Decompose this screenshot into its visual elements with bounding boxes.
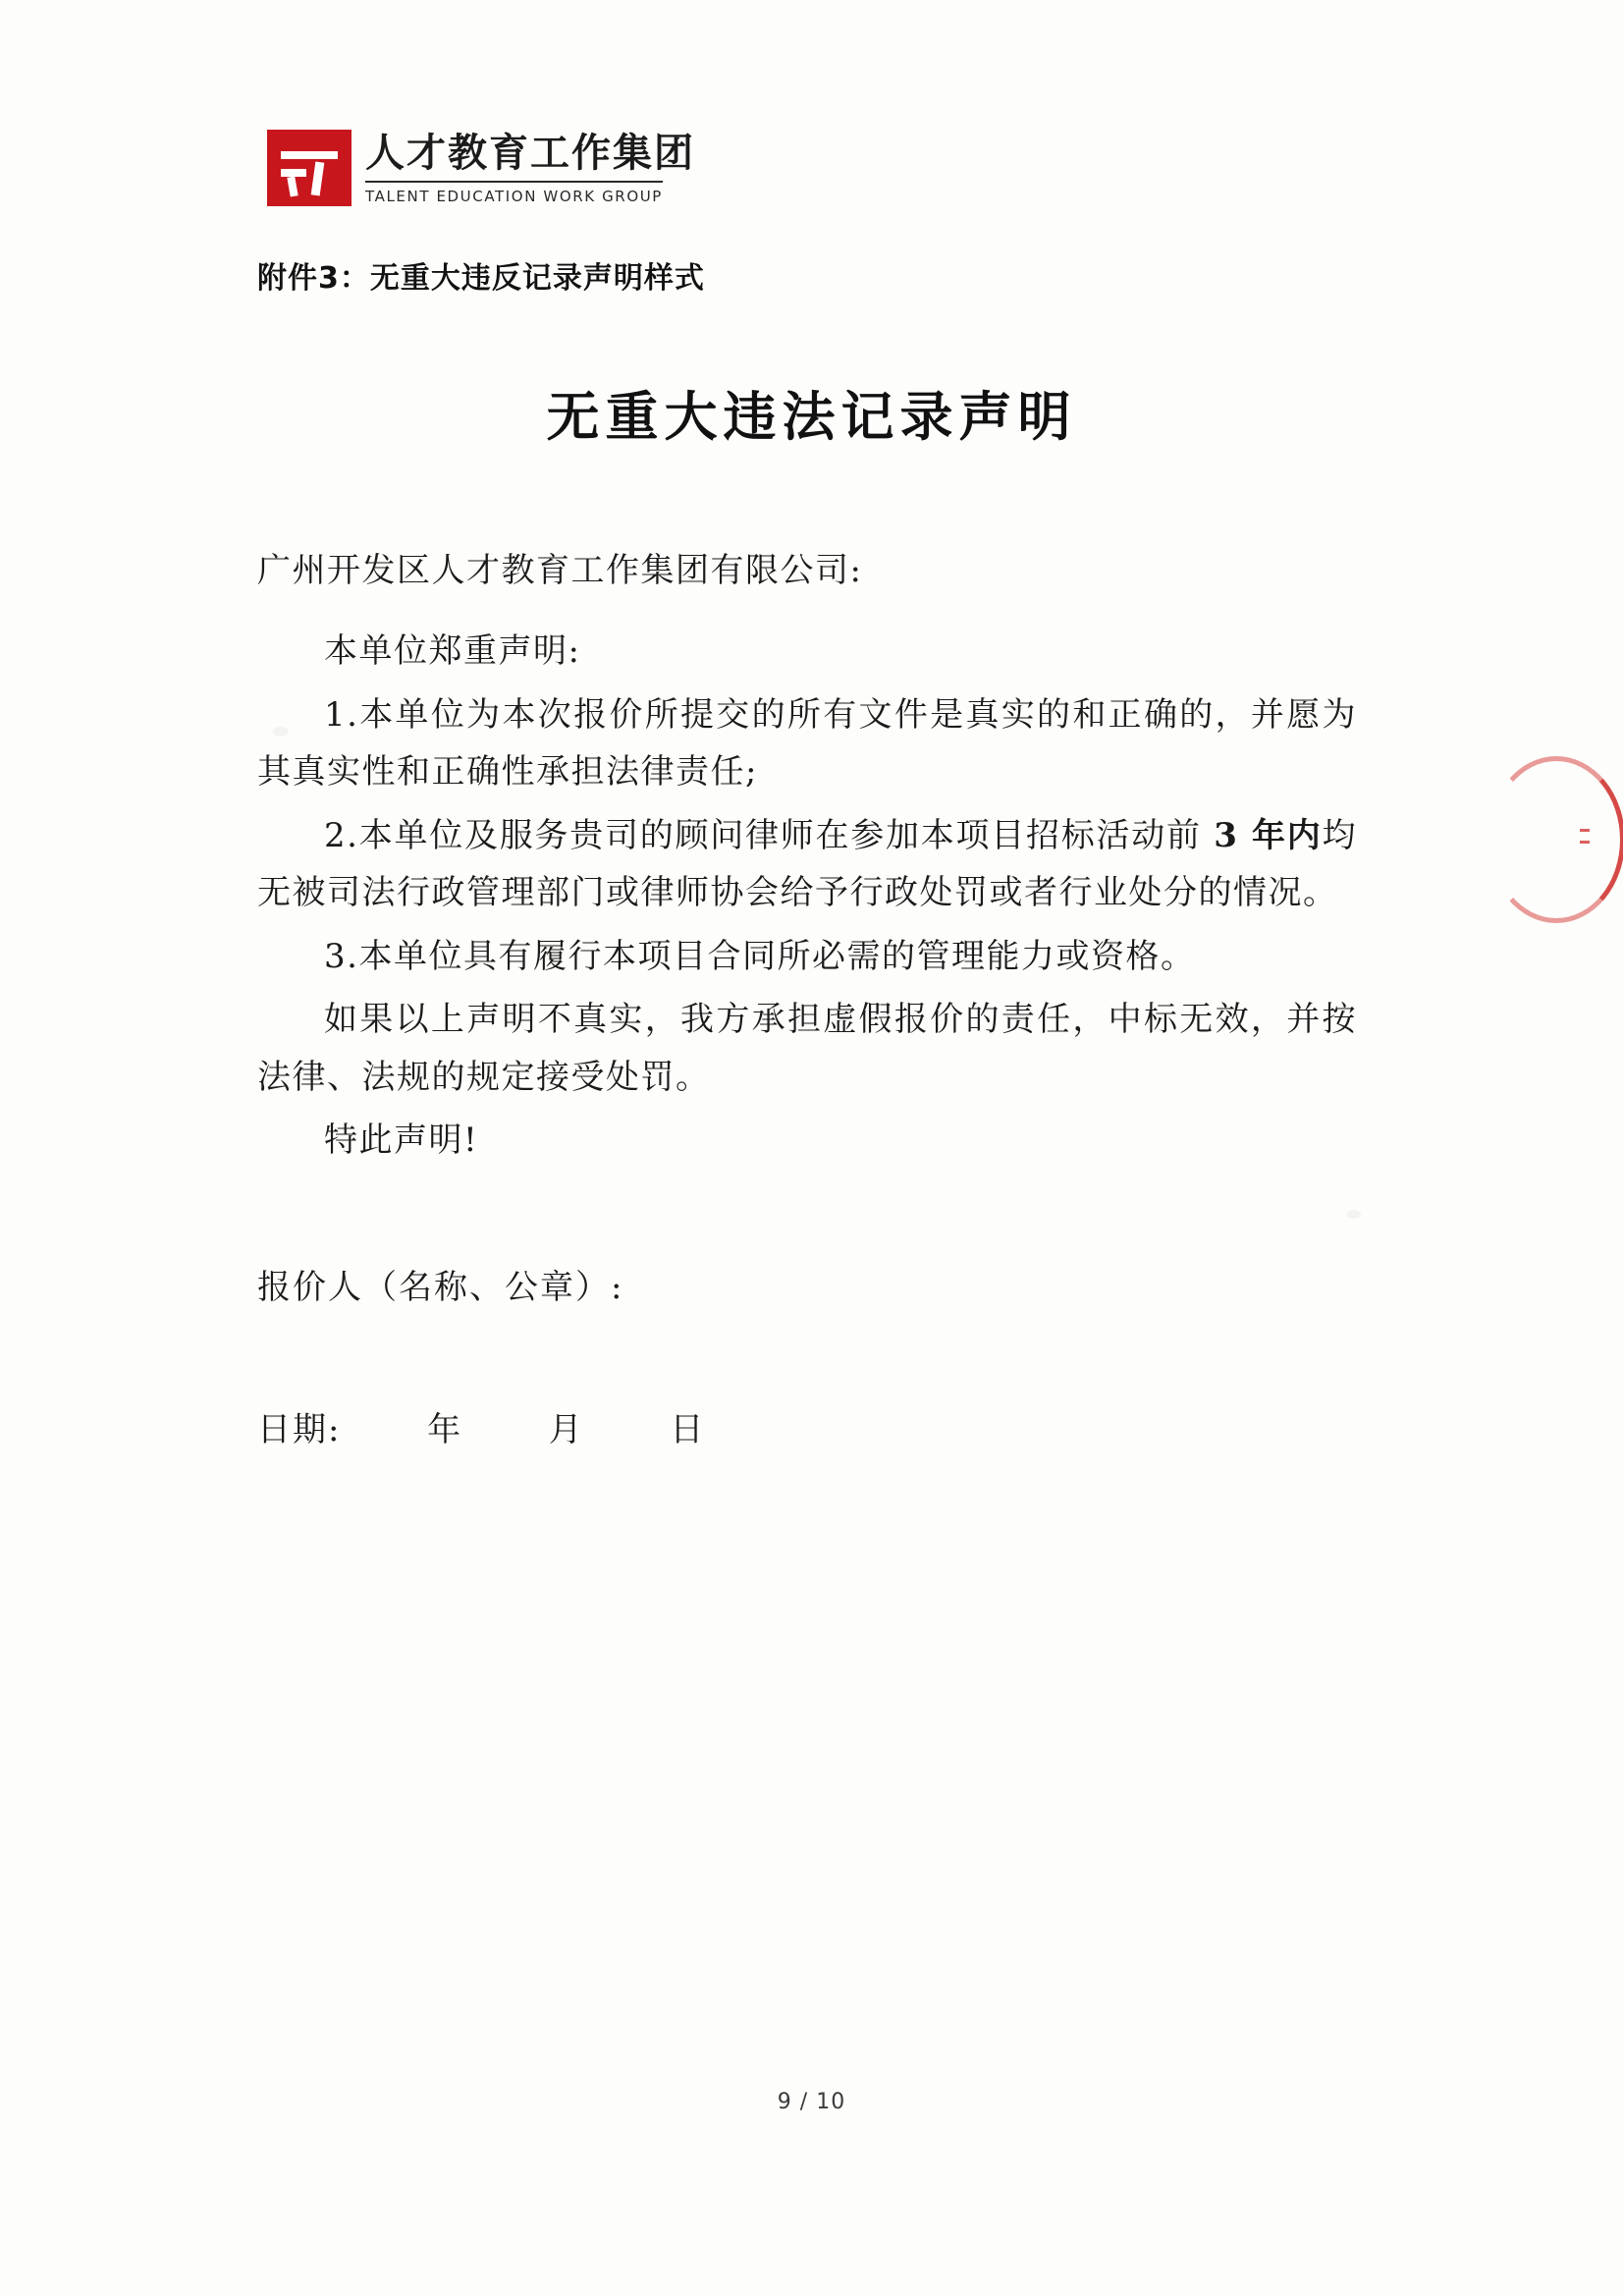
document-body bbox=[257, 542, 1357, 1450]
page-title: 无重大违法记录声明 bbox=[546, 385, 1077, 448]
addressee-line: 广州开发区人才教育工作集团有限公司: bbox=[257, 551, 863, 590]
date-line bbox=[257, 1402, 1357, 1450]
date-day: 日 bbox=[670, 1409, 706, 1449]
company-logo-mark-icon bbox=[267, 130, 352, 206]
company-logo bbox=[267, 130, 695, 206]
declaration-item-3: 3.本单位具有履行本项目合同所必需的管理能力或资格。 bbox=[324, 936, 1196, 976]
company-name-en: TALENT EDUCATION WORK GROUP bbox=[365, 181, 663, 205]
closing-statement: 如果以上声明不真实，我方承担虚假报价的责任，中标无效，并按法律、法规的规定接受处罚。 bbox=[257, 1000, 1357, 1097]
date-month: 月 bbox=[548, 1409, 584, 1449]
red-stamp-fragment-icon bbox=[1556, 756, 1615, 913]
closing-declaration: 特此声明! bbox=[324, 1121, 479, 1161]
attachment-label: 附件3：无重大违反记录声明样式 bbox=[257, 261, 705, 296]
declaration-item-2: 2.本单位及服务贵司的顾问律师在参加本项目招标活动前 3 年内均无被司法行政管理部门或律师协会给予行政处罚或者行业处分的情况。 bbox=[257, 815, 1357, 913]
declaration-item-1: 1.本单位为本次报价所提交的所有文件是真实的和正确的，并愿为其真实性和正确性承担法律责任; bbox=[257, 694, 1357, 793]
signature-label: 报价人（名称、公章）: bbox=[257, 1267, 624, 1307]
date-label: 日期: bbox=[257, 1409, 342, 1449]
company-name-cn: 人才教育工作集团 bbox=[365, 131, 695, 176]
page-number: 9 / 10 bbox=[777, 2090, 846, 2114]
opening-line: 本单位郑重声明: bbox=[324, 631, 581, 672]
date-year: 年 bbox=[427, 1409, 463, 1449]
